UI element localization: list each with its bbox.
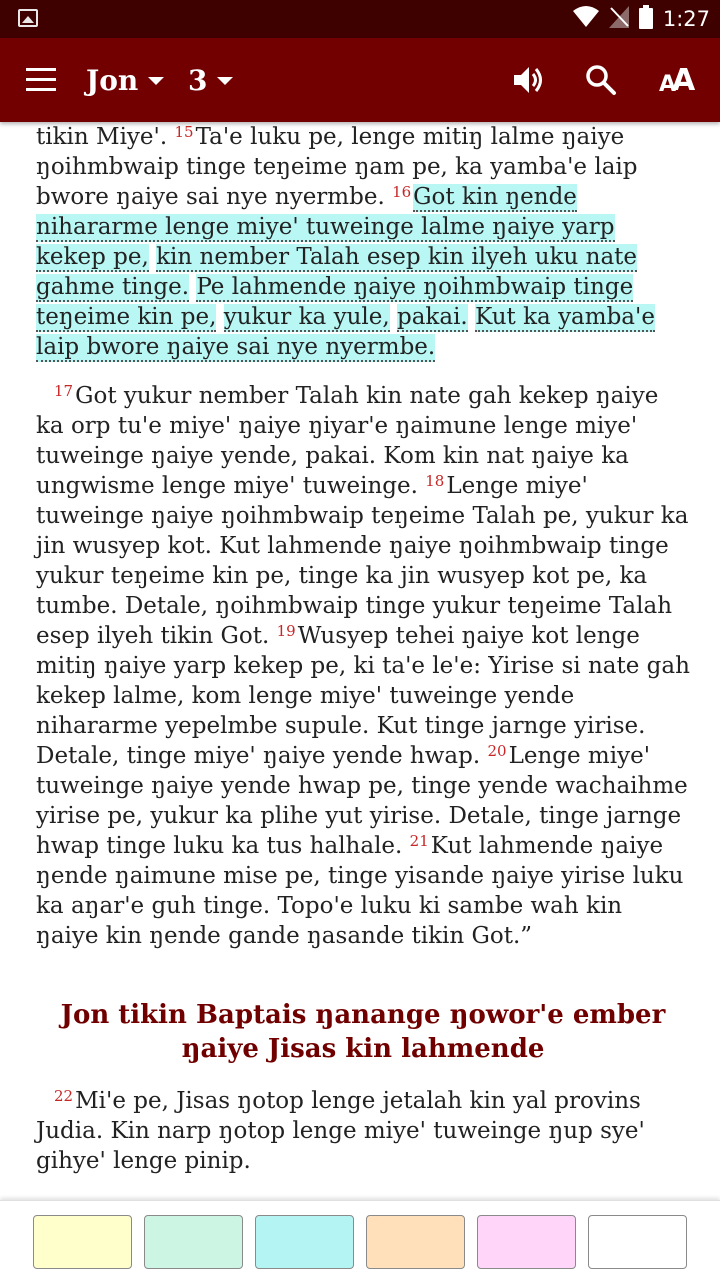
system-icons [573, 0, 720, 38]
verse-number[interactable]: 16 [392, 183, 412, 201]
text-size-icon[interactable]: A A [659, 63, 696, 98]
verse-number[interactable]: 20 [487, 742, 507, 760]
highlight-swatch-mint[interactable] [144, 1215, 243, 1269]
image-notification-icon [18, 9, 38, 27]
wifi-icon [573, 6, 599, 32]
verse-number[interactable]: 19 [276, 622, 296, 640]
status-bar [0, 0, 720, 38]
chevron-down-icon [217, 77, 233, 85]
verse-text[interactable]: Wusyep tehei ŋaiye kot lenge mitiŋ ŋaiye yarp kekep pe, ki ta'e le'e: Yirise si nate gah kekep lalme, kom lenge miye' tuweinge yende nihararme yepelmbe supule. Kut tinge jarnge yirise. Detale, tinge miye' ŋaiye yende hwap. [36, 623, 690, 769]
battery-icon [639, 5, 653, 33]
highlighted-phrase[interactable]: yukur ka yule, [223, 304, 390, 330]
verse-text[interactable]: Lenge miye' tuweinge ŋaiye yende hwap pe, tinge yende wachaihme yirise pe, yukur ka plihe yut yirise. Detale, tinge jarnge hwap tinge luku ka tus halhale. [36, 743, 688, 859]
verse-text[interactable]: Mi'e pe, Jisas ŋotop lenge jetalah kin yal provins Judia. Kin narp ŋotop lenge miye' tuweinge ŋup sye' gihye' lenge pinip. [36, 1088, 645, 1174]
section-heading: Jon tikin Baptais ŋanange ŋowor'e ember ŋaiye Jisas kin lahmende [60, 1000, 666, 1064]
search-icon[interactable] [583, 62, 619, 98]
highlight-swatch-none[interactable] [588, 1215, 687, 1269]
verse-number[interactable]: 21 [409, 832, 429, 850]
paragraph [36, 122, 690, 362]
verse-number[interactable]: 18 [425, 472, 445, 490]
chapter-selector[interactable] [188, 60, 233, 100]
audio-icon[interactable] [510, 62, 546, 98]
menu-icon[interactable] [26, 68, 56, 92]
status-time: 1:27 [662, 7, 710, 31]
chevron-down-icon [148, 77, 164, 85]
verse-text: tikin Miye'. [36, 124, 175, 150]
verse-text[interactable]: Ta'e luku pe, lenge mitiŋ lalme ŋaiye ŋoihmbwaip tinge teŋeime ŋam pe, ka yamba'e laip bwore ŋaiye sai nye nyermbe. [36, 124, 638, 210]
paragraph [36, 1086, 690, 1176]
highlighted-phrase[interactable]: Got kin ŋende nihararme lenge miye' tuweinge lalme ŋaiye yarp kekep pe, [36, 184, 615, 270]
paragraph [36, 381, 690, 951]
highlighted-phrase[interactable]: pakai. [396, 304, 468, 330]
chapter-number: 3 [188, 63, 208, 97]
highlight-swatch-pink[interactable] [477, 1215, 576, 1269]
app-bar [0, 38, 720, 122]
verse-number[interactable]: 15 [174, 123, 194, 141]
highlight-swatch-peach[interactable] [366, 1215, 465, 1269]
highlight-swatch-yellow[interactable] [33, 1215, 132, 1269]
highlight-color-bar [0, 1200, 720, 1280]
verse-text[interactable]: Lenge miye' tuweinge ŋaiye ŋoihmbwaip teŋeime Talah pe, yukur ka jin wusyep kot. Kut lahmende ŋaiye ŋoihmbwaip tinge yukur teŋeime kin pe, tinge ka jin wusyep kot pe, ka tumbe. Detale, ŋoihmbwaip tinge yukur teŋeime Talah esep ilyeh tikin Got. [36, 473, 689, 649]
scripture-content[interactable] [0, 122, 720, 1200]
highlight-swatch-cyan[interactable] [255, 1215, 354, 1269]
no-signal-icon [609, 6, 629, 32]
highlighted-phrase[interactable]: Kut ka yamba'e laip bwore ŋaiye sai nye nyermbe. [36, 304, 655, 360]
book-selector[interactable] [86, 60, 164, 100]
verse-text[interactable]: Got yukur nember Talah kin nate gah kekep ŋaiye ka orp tu'e miye' ŋaiye ŋiyar'e ŋaimune lenge miye' tuweinge ŋaiye yende, pakai. Kom kin nat ŋaiye ka ungwisme lenge miye' tuweinge. [36, 383, 659, 499]
verse-number[interactable]: 17 [54, 382, 74, 400]
verse-number[interactable]: 22 [54, 1087, 74, 1105]
verse-text[interactable]: Kut lahmende ŋaiye ŋende ŋaimune mise pe, tinge yisande ŋaiye yirise luku ka aŋar'e guh tinge. Topo'e luku ki sambe wah kin ŋaiye kin ŋende gande ŋasande tikin Got.” [36, 833, 684, 949]
highlighted-phrase[interactable]: kin nember Talah esep kin ilyeh uku nate gahme tinge. [36, 244, 638, 300]
book-name: Jon [86, 63, 139, 97]
highlighted-phrase[interactable]: Pe lahmende ŋaiye ŋoihmbwaip tinge teŋeime kin pe, [36, 274, 634, 330]
